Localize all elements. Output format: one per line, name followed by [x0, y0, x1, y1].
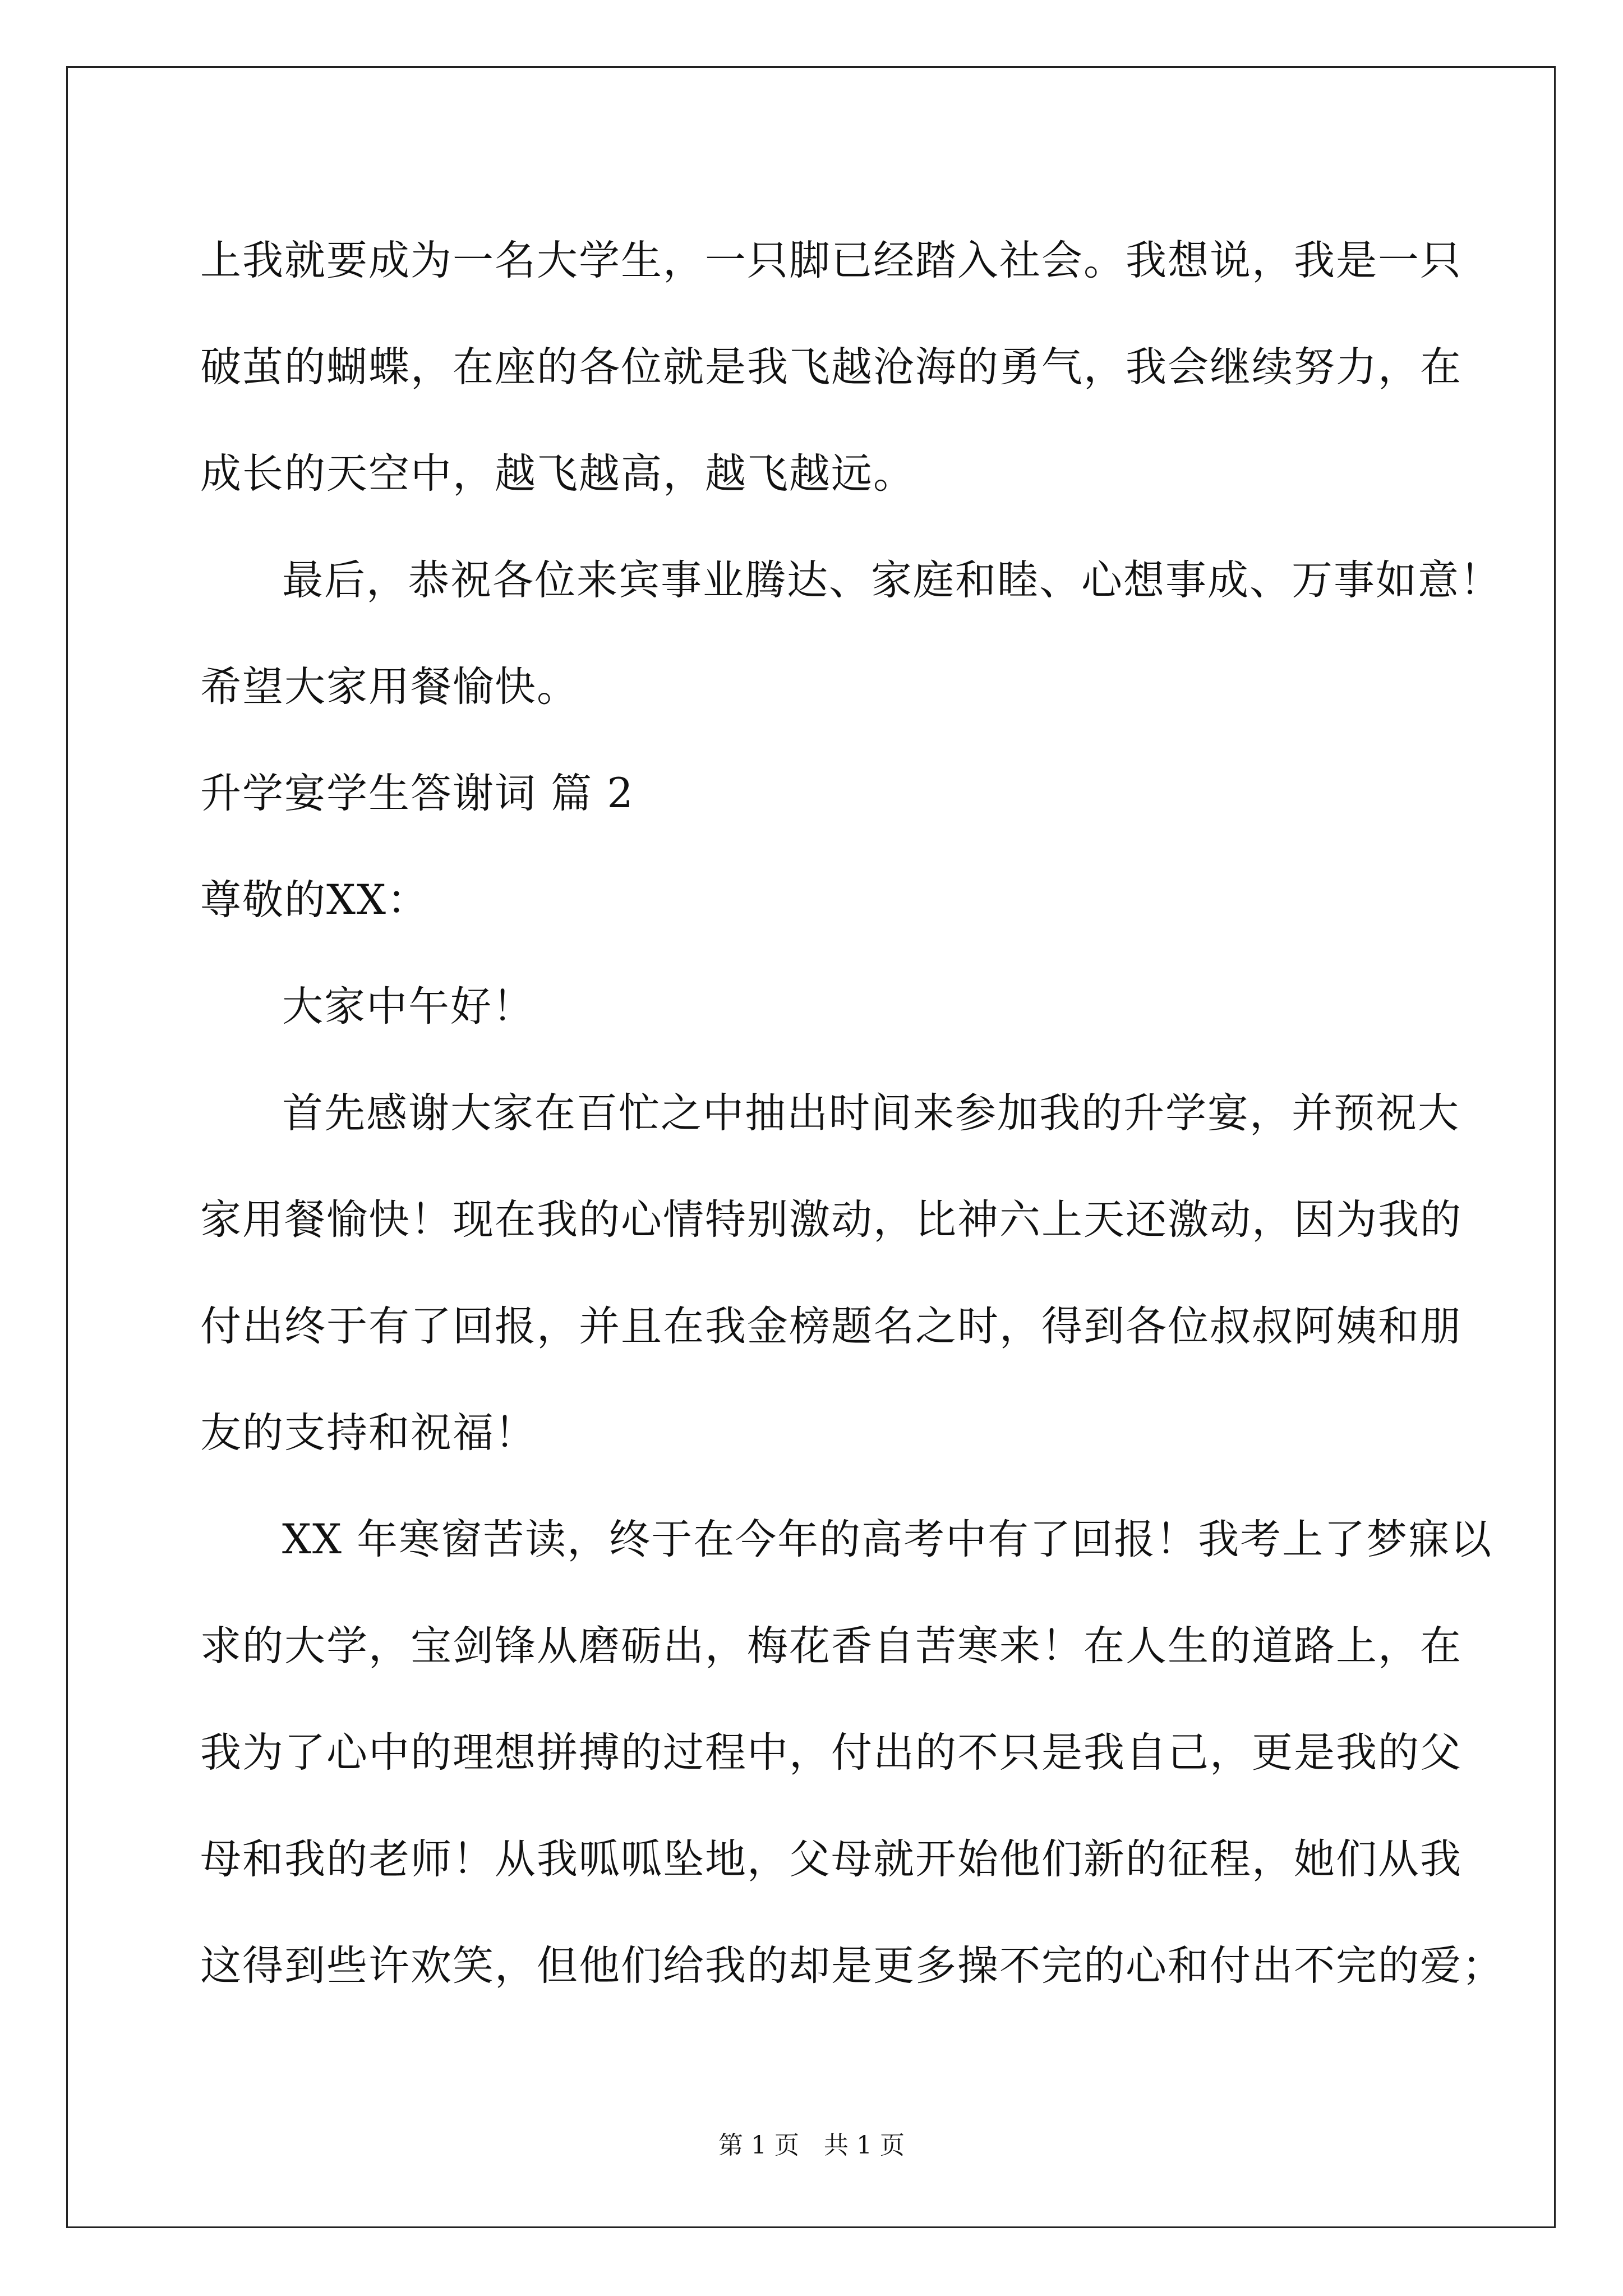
text-line-11: 付出终于有了回报，并且在我金榜题名之时，得到各位叔叔阿姨和朋 — [200, 1303, 1462, 1350]
section-heading: 升学宴学生答谢词 篇 2 — [200, 770, 634, 817]
page-footer: 第 1 页 共 1 页 — [718, 2131, 905, 2160]
text-line-16: 母和我的老师！从我呱呱坠地，父母就开始他们新的征程，她们从我 — [200, 1835, 1462, 1883]
greeting: 大家中午好！ — [282, 983, 534, 1030]
text-line-17: 这得到些许欢笑，但他们给我的却是更多操不完的心和付出不完的爱； — [200, 1942, 1504, 1990]
text-line-5: 希望大家用餐愉快。 — [200, 663, 579, 711]
text-line-12: 友的支持和祝福！ — [200, 1409, 537, 1457]
document-body — [200, 208, 1504, 2019]
text-line-2: 破茧的蝴蝶，在座的各位就是我飞越沧海的勇气，我会继续努力，在 — [200, 343, 1462, 391]
text-line-10: 家用餐愉快！现在我的心情特别激动，比神六上天还激动，因为我的 — [200, 1196, 1462, 1244]
text-line-3: 成长的天空中，越飞越高，越飞越远。 — [200, 450, 915, 498]
text-line-15: 我为了心中的理想拼搏的过程中，付出的不只是我自己，更是我的父 — [200, 1729, 1462, 1777]
text-line-9: 首先感谢大家在百忙之中抽出时间来参加我的升学宴，并预祝大 — [282, 1089, 1460, 1137]
text-line-1: 上我就要成为一名大学生，一只脚已经踏入社会。我想说，我是一只 — [200, 237, 1462, 284]
salutation: 尊敬的XX： — [200, 876, 429, 924]
text-line-14: 求的大学，宝剑锋从磨砺出，梅花香自苦寒来！在人生的道路上，在 — [200, 1622, 1462, 1670]
text-line-13: XX 年寒窗苦读，终于在今年的高考中有了回报！我考上了梦寐以 — [282, 1516, 1493, 1563]
text-line-4: 最后，恭祝各位来宾事业腾达、家庭和睦、心想事成、万事如意！ — [282, 556, 1502, 604]
